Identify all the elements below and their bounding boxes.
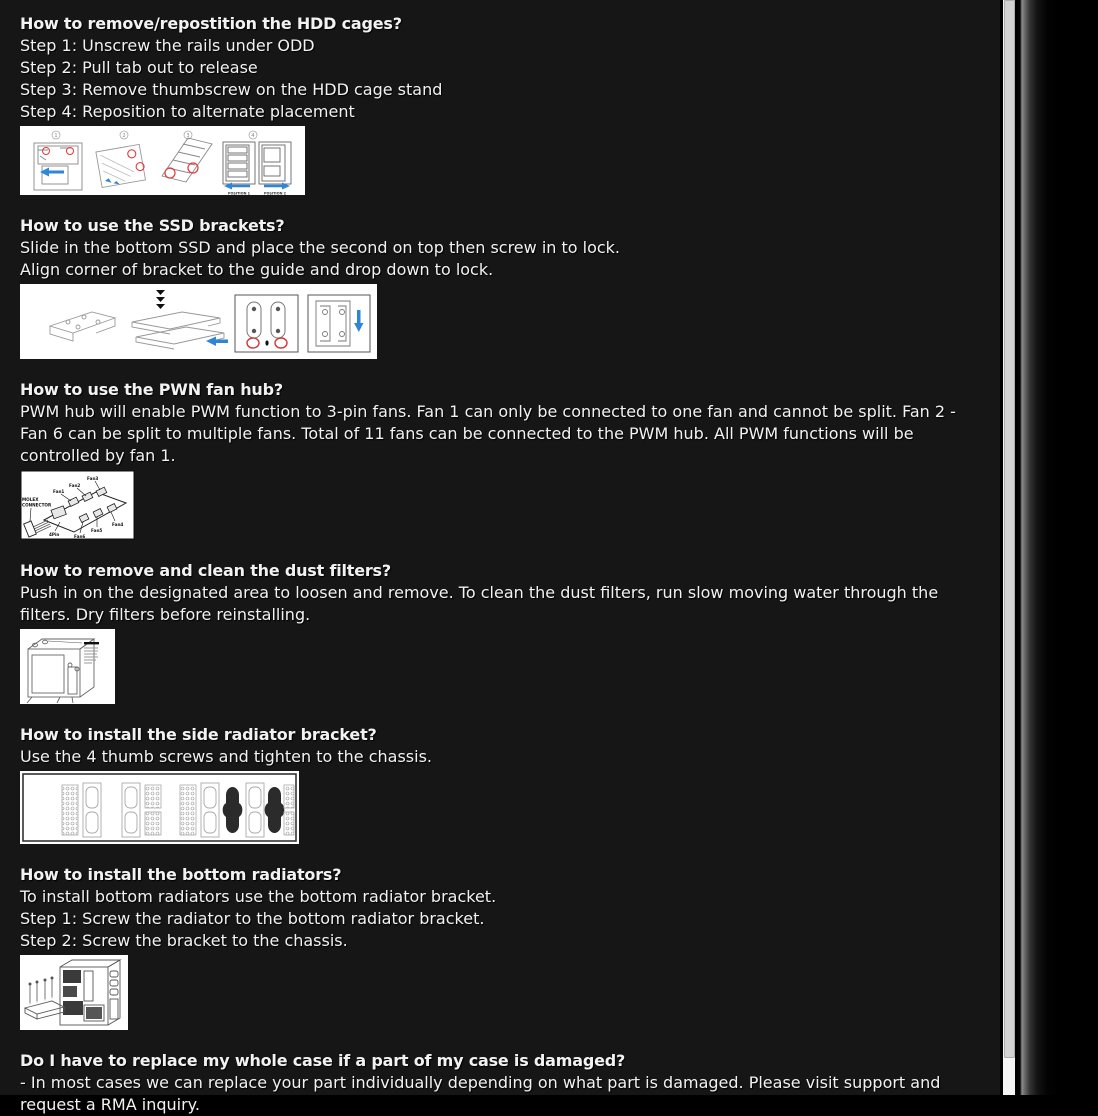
faq-answer-line: Step 2: Pull tab out to release bbox=[20, 58, 258, 77]
diagram-step-number: 3 bbox=[186, 132, 190, 139]
faq-answer-line: Step 1: Screw the radiator to the bottom radiator bracket. bbox=[20, 909, 485, 928]
vertical-scrollbar-track[interactable] bbox=[1002, 0, 1015, 1095]
side-radiator-bracket-diagram-image bbox=[20, 771, 299, 844]
faq-question: How to remove and clean the dust filters? bbox=[20, 561, 391, 580]
window-edge-shadow bbox=[1015, 0, 1075, 1095]
faq-question: How to use the PWN fan hub? bbox=[20, 380, 283, 399]
diagram-label: Fan3 bbox=[87, 476, 99, 481]
faq-section-dust-filters bbox=[20, 560, 1000, 704]
diagram-label: MOLEX bbox=[22, 497, 39, 502]
diagram-step-number: 2 bbox=[122, 132, 126, 139]
diagram-label: Fan1 bbox=[53, 489, 65, 494]
faq-answer-line: Slide in the bottom SSD and place the second on top then screw in to lock. bbox=[20, 238, 621, 257]
faq-section-ssd-brackets bbox=[20, 215, 1000, 359]
faq-answer-line: To install bottom radiators use the bottom radiator bracket. bbox=[20, 887, 497, 906]
diagram-step-number: 1 bbox=[54, 132, 58, 139]
diagram-label: Fan2 bbox=[69, 483, 81, 488]
faq-section-side-radiator-bracket bbox=[20, 724, 1000, 844]
diagram-label: 4Pin bbox=[49, 532, 60, 537]
faq-question: How to install the bottom radiators? bbox=[20, 865, 342, 884]
faq-answer-line: Push in on the designated area to loosen and remove. To clean the dust filters, run slow moving water through the filters. Dry filters before reinstalling. bbox=[20, 583, 939, 624]
faq-answer-line: Step 2: Screw the bracket to the chassis. bbox=[20, 931, 348, 950]
faq-section-hdd-cages bbox=[20, 13, 1000, 195]
vertical-scrollbar-thumb[interactable] bbox=[1004, 0, 1015, 1058]
pwm-fan-hub-diagram-image bbox=[20, 470, 135, 540]
diagram-position-label: POSITION 2 bbox=[264, 191, 286, 195]
faq-question: Do I have to replace my whole case if a part of my case is damaged? bbox=[20, 1051, 626, 1070]
ssd-bracket-diagram-image bbox=[20, 284, 377, 359]
diagram-label: Fan5 bbox=[91, 528, 103, 533]
faq-question: How to remove/repostition the HDD cages? bbox=[20, 14, 402, 33]
faq-answer-line: PWM hub will enable PWM function to 3-pin fans. Fan 1 can only be connected to one fan and cannot be split. Fan 2 - Fan 6 can be split to multiple fans. Total of 11 fans can be connected to the PWM hub. All PWM functions will be controlled by fan 1. bbox=[20, 402, 956, 465]
faq-answer-line: - In most cases we can replace your part individually depending on what part is damaged. Please visit support and request a RMA inquiry. bbox=[20, 1073, 941, 1114]
diagram-position-label: POSITION 1 bbox=[228, 191, 250, 195]
faq-answer-line: Align corner of bracket to the guide and drop down to lock. bbox=[20, 260, 494, 279]
faq-answer-line: Use the 4 thumb screws and tighten to the chassis. bbox=[20, 747, 432, 766]
diagram-label: Fan6 bbox=[74, 534, 86, 539]
faq-section-bottom-radiators bbox=[20, 864, 1000, 1030]
faq-section-pwm-fan-hub bbox=[20, 379, 1000, 540]
diagram-label: CONNECTOR bbox=[22, 502, 52, 508]
faq-answer-line: Step 1: Unscrew the rails under ODD bbox=[20, 36, 315, 55]
hdd-cage-reposition-diagram-image bbox=[20, 126, 305, 195]
dust-filter-diagram-image bbox=[20, 629, 115, 704]
faq-section-replace-case bbox=[20, 1050, 1000, 1116]
bottom-radiator-diagram-image bbox=[20, 955, 128, 1030]
faq-answer-line: Step 4: Reposition to alternate placement bbox=[20, 102, 355, 121]
faq-answer-line: Step 3: Remove thumbscrew on the HDD cage stand bbox=[20, 80, 443, 99]
faq-question: How to install the side radiator bracket? bbox=[20, 725, 377, 744]
faq-question: How to use the SSD brackets? bbox=[20, 216, 285, 235]
diagram-step-number: 4 bbox=[251, 132, 255, 139]
diagram-label: Fan4 bbox=[112, 522, 124, 527]
